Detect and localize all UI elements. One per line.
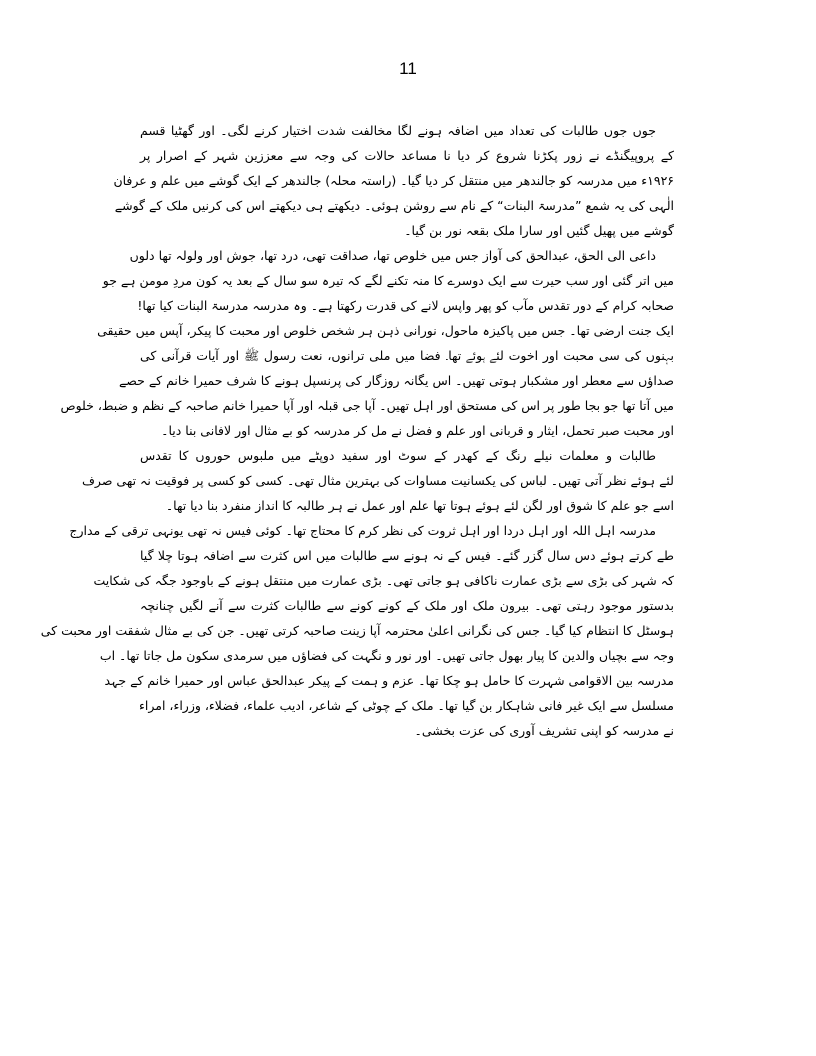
paragraph-3: [81, 443, 674, 518]
text-line: داعی الی الحق، عبدالحق کی آواز جس میں خلوص تھا، صداقت تھی، درد تھا، جوش اور ولولہ تھا دلوں: [129, 248, 656, 263]
text-line: وجہ سے بچیاں والدین کا پیار بھول جاتی تھیں۔ اور نور و نگہت کی فضاؤں میں سرمدی سکون مل جاتا تھا۔ اب: [99, 648, 674, 663]
text-line: کے پروپیگنڈے نے زور پکڑنا شروع کر دیا نا مساعد حالات کی وجہ سے معززین شہر کے اصرار پر: [140, 148, 674, 163]
text-line: نے مدرسہ کو اپنی تشریف آوری کی عزت بخشی۔: [414, 723, 674, 738]
paragraph-1: [113, 118, 674, 243]
text-line: ایک جنت ارضی تھا۔ جس میں پاکیزہ ماحول، نورانی ذہن ہر شخص خلوص اور محبت کا پیکر، آپس میں حقیقی: [97, 323, 674, 338]
text-line: مسلسل سے ایک غیر فانی شاہکار بن گیا تھا۔ ملک کے چوٹی کے شاعر، ادیب علماء، فضلاء، وزراء، امراء: [139, 698, 674, 713]
text-line: صحابہ کرام کے دور تقدس مآب کو پھر واپس لانے کی قدرت رکھتا ہے۔ وہ مدرسہ مدرسۃ البنات کیا تھا!: [137, 298, 674, 313]
text-line: الٰہی کی یہ شمع ”مدرسۃ البنات“ کے نام سے روشن ہوئی۔ دیکھتے ہی دیکھتے اس کی کرنیں ملک کے گوشے: [114, 198, 674, 213]
text-line: میں اتر گئی اور سب حیرت سے ایک دوسرے کا منہ تکنے لگے کہ تیرہ سو سال کے بعد یہ کون مردِ مومن ہے جو: [102, 273, 674, 288]
paragraph-4: [40, 518, 674, 743]
text-line: مدرسہ اہل اللہ اور اہل دردا اور اہل ثروت کی نظر کرم کا محتاج تھا۔ کوئی فیس نہ تھی یونہی ترقی کے مدارج: [69, 523, 656, 538]
text-line: اور محبت صبر تحمل، ایثار و قربانی اور علم و فضل نے مل کر مدرسہ کو بے مثال اور لافانی بنا دیا۔: [161, 423, 674, 438]
paragraph-2: [60, 243, 674, 443]
text-line: جوں جوں طالبات کی تعداد میں اضافہ ہونے لگا مخالفت شدت اختیار کرنے لگی۔ اور گھٹیا قسم: [140, 123, 656, 138]
text-line: ۱۹۲۶ء میں مدرسہ کو جالندھر میں منتقل کر دیا گیا۔ (راستہ محلہ) جالندھر کے ایک گوشے میں علم و عرفان: [113, 173, 674, 188]
text-line: مدرسہ بین الاقوامی شہرت کا حامل ہو چکا تھا۔ عزم و ہمت کے پیکر عبدالحق عباس اور حمیرا خانم کے جہد: [104, 673, 674, 688]
text-line: اسے جو علم کا شوق اور لگن لئے ہوئے ہوتا تھا علم اور عمل نے ہر طالبہ کا انداز منفرد بنا دیا تھا۔: [165, 498, 674, 513]
text-line: میں آتا تھا جو بجا طور پر اس کی مستحق اور اہل تھیں۔ آپا جی قبلہ اور آپا حمیرا خانم صاحبہ کے نظم و ضبط، خلوص: [60, 398, 674, 413]
text-line: گوشے میں پھیل گئیں اور سارا ملک بقعہ نور بن گیا۔: [404, 223, 674, 238]
text-line: کہ شہر کی بڑی سے بڑی عمارت ناکافی ہو جاتی تھی۔ بڑی عمارت میں منتقل ہونے کے باوجود جگہ کی شکایت: [93, 573, 674, 588]
text-line: لئے ہوئے نظر آتی تھیں۔ لباس کی یکسانیت مساوات کی بہترین مثال تھی۔ کسی کو کسی پر فوقیت نہ تھی صرف: [81, 473, 674, 488]
text-line: صداؤں سے معطر اور مشکبار ہوتی تھیں۔ اس یگانہ روزگار کی پرنسپل ہونے کا شرف حمیرا خانم کے حصے: [118, 373, 674, 388]
page-number: 11: [399, 59, 417, 78]
urdu-text-body: [40, 118, 674, 743]
text-line: بہنوں کی سی محبت اور اخوت لئے ہوئے تھا۔ فضا میں ملی ترانوں، نعت رسول ﷺ اور آیات قرآنی کی: [140, 348, 674, 363]
text-line: ہوسٹل کا انتظام کیا گیا۔ جس کی نگرانی اعلیٰ محترمہ آپا زینت صاحبہ کرتی تھیں۔ جن کی بے مثال شفقت اور محبت کی: [40, 623, 674, 638]
text-line: بدستور موجود رہتی تھی۔ بیرون ملک اور ملک کے کونے کونے سے طالبات کثرت سے آنے لگیں چنانچہ: [140, 598, 674, 613]
text-line: طے کرتے ہوئے دس سال گزر گئے۔ فیس کے نہ ہونے سے طالبات میں اس کثرت سے اضافہ ہوتا چلا گیا: [140, 548, 674, 563]
text-line: طالبات و معلمات نیلے رنگ کے کھدر کے سوٹ اور سفید دوپٹے میں ملبوس حوروں کا تقدس: [140, 448, 656, 463]
